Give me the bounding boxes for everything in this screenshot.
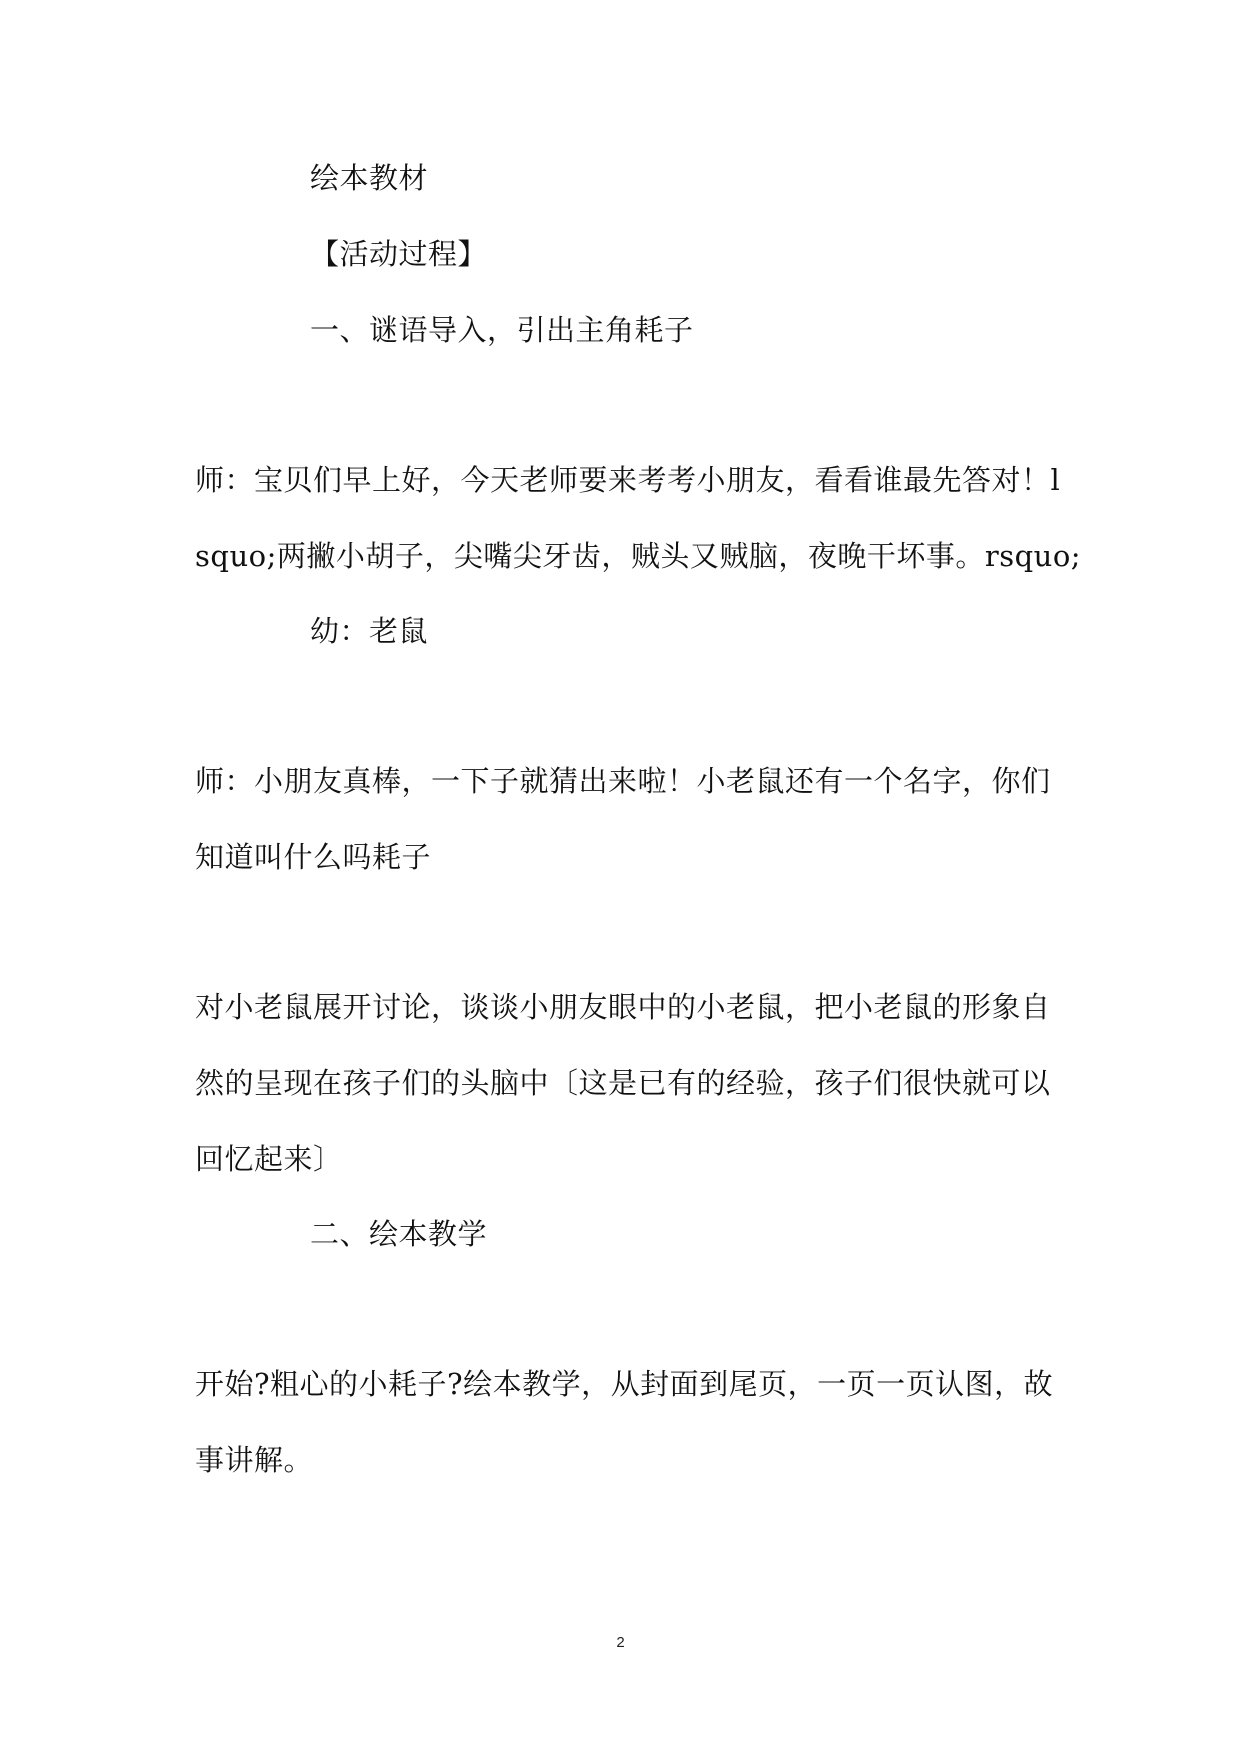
paragraph-teacher-praise-line-2: 知道叫什么吗耗子 xyxy=(195,840,432,874)
paragraph-teaching-line-1: 开始?粗心的小耗子?绘本教学，从封面到尾页，一页一页认图，故 xyxy=(195,1367,1054,1401)
heading-activity-process: 【活动过程】 xyxy=(310,237,488,271)
section-heading-picture-book-teaching: 二、绘本教学 xyxy=(310,1217,488,1251)
paragraph-discussion-line-2: 然的呈现在孩子们的头脑中〔这是已有的经验，孩子们很快就可以 xyxy=(195,1066,1051,1100)
child-answer: 幼：老鼠 xyxy=(310,614,429,648)
paragraph-discussion-line-3: 回忆起来〕 xyxy=(195,1142,343,1176)
paragraph-teacher-praise-line-1: 师：小朋友真棒，一下子就猜出来啦！小老鼠还有一个名字，你们 xyxy=(195,764,1051,798)
section-heading-riddle-intro: 一、谜语导入，引出主角耗子 xyxy=(310,313,694,347)
paragraph-teaching-line-2: 事讲解。 xyxy=(195,1443,314,1477)
paragraph-discussion-line-1: 对小老鼠展开讨论，谈谈小朋友眼中的小老鼠，把小老鼠的形象自 xyxy=(195,990,1051,1024)
paragraph-teacher-greeting-line-1: 师：宝贝们早上好，今天老师要来考考小朋友，看看谁最先答对！l xyxy=(195,463,1061,497)
paragraph-teacher-greeting-line-2: squo;两撇小胡子，尖嘴尖牙齿，贼头又贼脑，夜晚干坏事。rsquo; xyxy=(195,539,1082,573)
page-number: 2 xyxy=(616,1634,625,1651)
heading-picture-book-material: 绘本教材 xyxy=(310,161,429,195)
